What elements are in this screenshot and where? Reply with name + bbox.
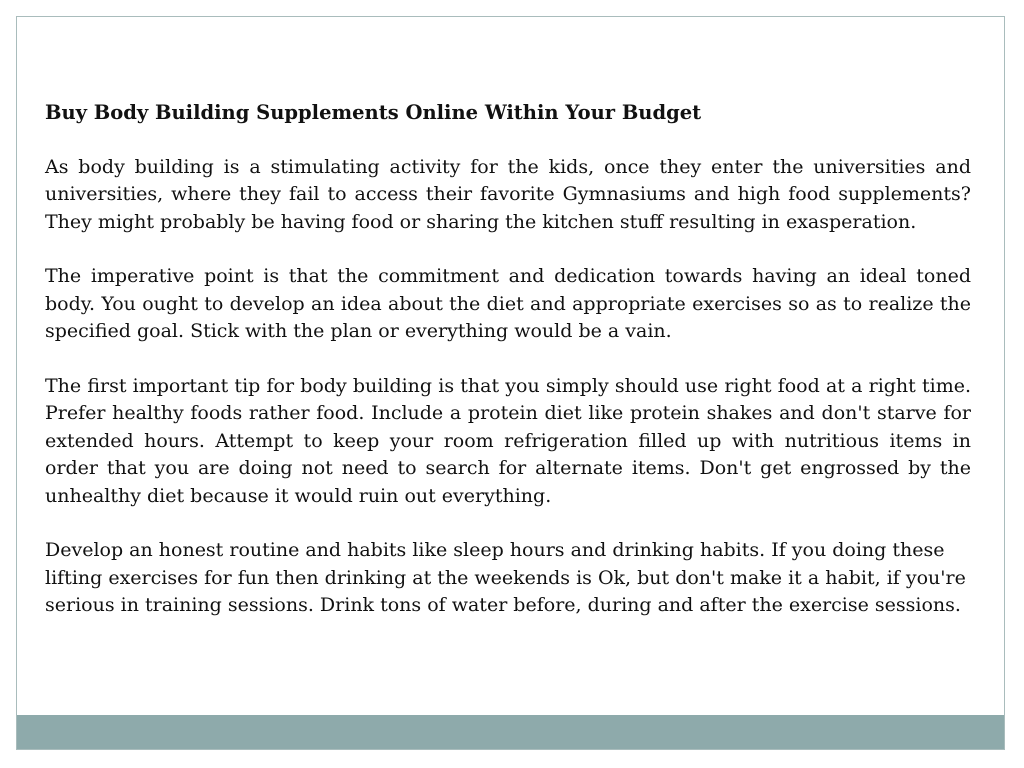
paragraph: Develop an honest routine and habits like sleep hours and drinking habits. If you doing these lifting exercises for fun then drinking at the weekends is Ok, but don't make it a habit, if you're serious in training sessions. Drink tons of water before, during and after the exercise sessions. [45,539,966,616]
footer-bar [17,715,1004,749]
page-title: Buy Body Building Supplements Online Within Your Budget [45,101,702,124]
slide-frame [16,16,1005,750]
paragraph: As body building is a stimulating activity for the kids, once they enter the universities and universities, where they fail to access their favorite Gymnasiums and high food supplements? They might probably be having food or sharing the kitchen stuff resulting in exasperation. [45,155,971,233]
paragraph: The first important tip for body building is that you simply should use right food at a right time. Prefer healthy foods rather food. Include a protein diet like protein shakes and don't starve for extended hours. Attempt to keep your room refrigeration filled up with nutritious items in order that you are doing not need to search for alternate items. Don't get engrossed by the unhealthy diet because it would ruin out everything. [45,374,971,507]
paragraph: The imperative point is that the commitment and dedication towards having an ideal toned body. You ought to develop an idea about the diet and appropriate exercises so as to realize the specified goal. Stick with the plan or everything would be a vain. [45,265,971,342]
slide-content [45,99,971,620]
